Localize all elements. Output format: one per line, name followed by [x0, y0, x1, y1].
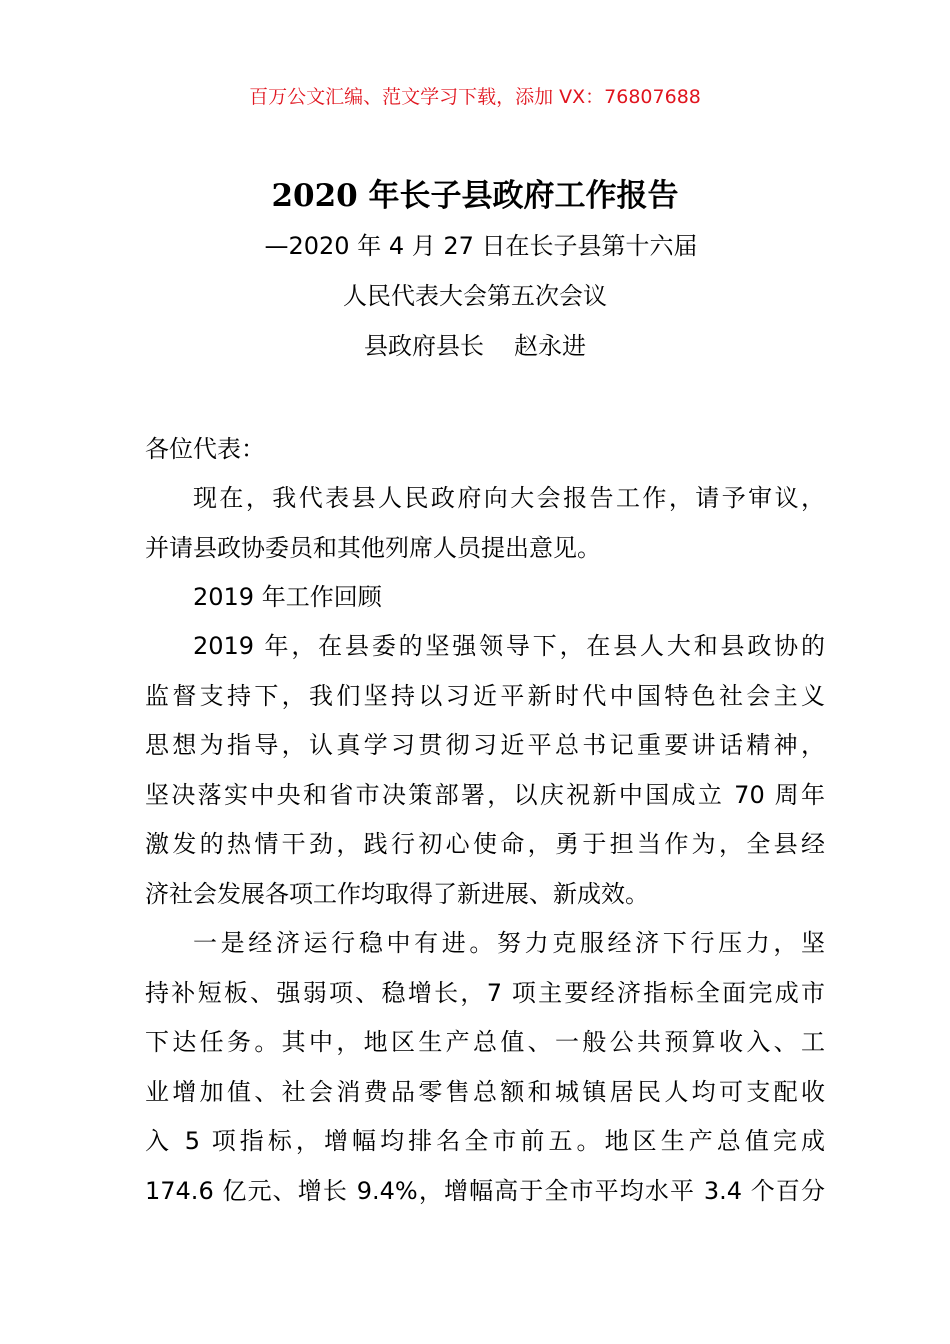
- paragraph-review: [145, 622, 825, 919]
- paragraph-intro: [145, 474, 825, 573]
- document-title: 2020 年长子县政府工作报告: [271, 178, 679, 214]
- paragraph-line: 激发的热情干劲，践行初心使命，勇于担当作为，全县经: [145, 830, 825, 858]
- author-name: 赵永进: [514, 332, 586, 360]
- paragraph-line: 174.6 亿元、增长 9.4%，增幅高于全市平均水平 3.4 个百分: [145, 1176, 825, 1205]
- paragraph-line: 一是经济运行稳中有进。努力克服经济下行压力，坚: [193, 929, 825, 957]
- paragraph-line: 下达任务。其中，地区生产总值、一般公共预算收入、工: [145, 1028, 825, 1056]
- paragraph-line: 业增加值、社会消费品零售总额和城镇居民人均可支配收: [145, 1077, 825, 1106]
- paragraph-line: 监督支持下，我们坚持以习近平新时代中国特色社会主义: [145, 681, 825, 710]
- paragraph-line: 坚决落实中央和省市决策部署，以庆祝新中国成立 70 周年: [145, 780, 825, 809]
- paragraph-line: 思想为指导，认真学习贯彻习近平总书记重要讲话精神，: [145, 731, 825, 759]
- watermark-text: 百万公文汇编、范文学习下载，添加 VX：76807688: [249, 86, 701, 108]
- paragraph-economy: [145, 919, 825, 1216]
- paragraph-line: 2019 年工作回顾: [193, 583, 382, 611]
- author-role: 县政府县长: [364, 332, 484, 360]
- subtitle-line-1: —2020 年 4 月 27 日在长子县第十六届: [264, 232, 698, 260]
- paragraph-line: 济社会发展各项工作均取得了新进展、新成效。: [145, 879, 649, 908]
- paragraph-line: 现在，我代表县人民政府向大会报告工作，请予审议，: [193, 484, 825, 512]
- salutation: 各位代表：: [145, 435, 265, 463]
- section-heading: [145, 573, 825, 623]
- subtitle-line-2: 人民代表大会第五次会议: [343, 282, 607, 310]
- paragraph-line: 持补短板、强弱项、稳增长，7 项主要经济指标全面完成市: [145, 978, 825, 1007]
- paragraph-line: 入 5 项指标，增幅均排名全市前五。地区生产总值完成: [145, 1127, 825, 1155]
- paragraph-line: 并请县政协委员和其他列席人员提出意见。: [145, 533, 601, 562]
- paragraph-line: 2019 年，在县委的坚强领导下，在县人大和县政协的: [193, 632, 825, 660]
- author-line: [0, 329, 950, 363]
